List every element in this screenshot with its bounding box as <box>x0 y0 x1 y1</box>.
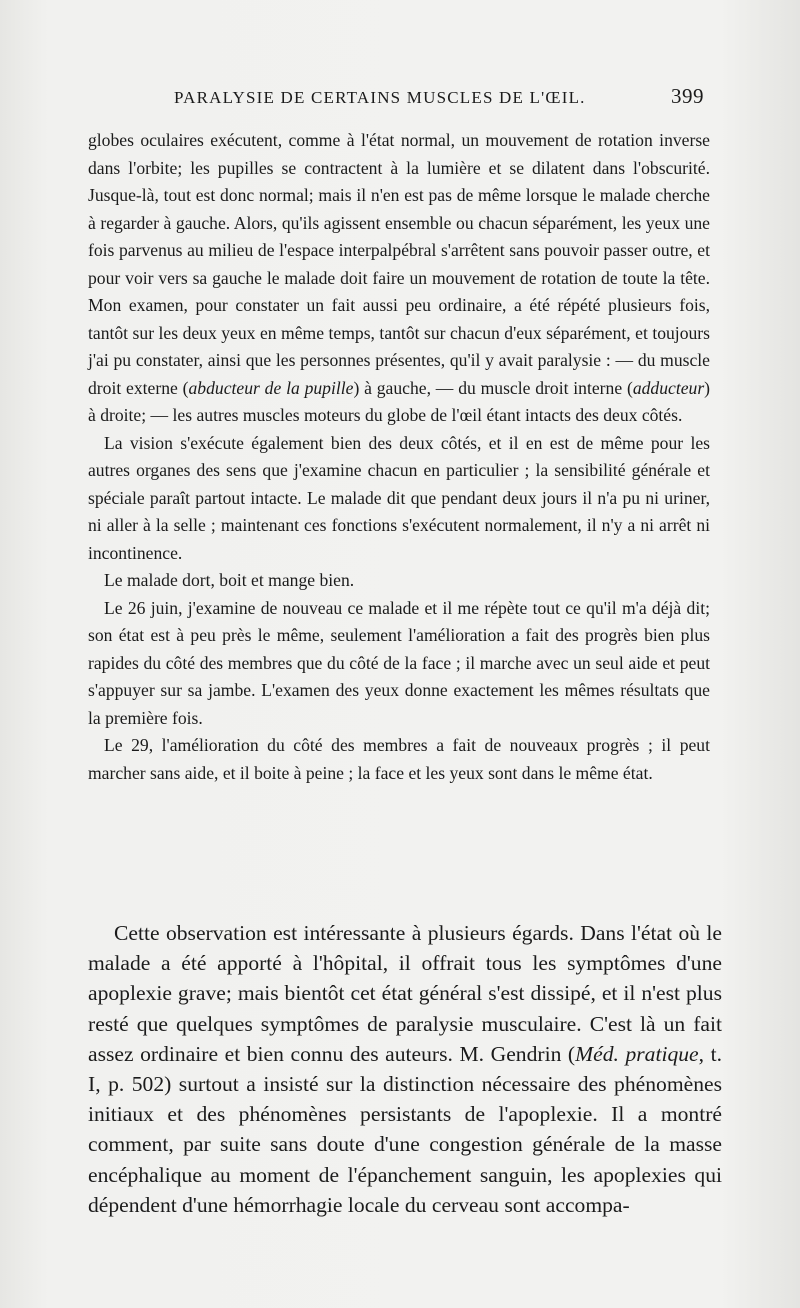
paragraph-june-26: Le 26 juin, j'examine de nouveau ce malade et il me répète tout ce qu'il m'a déjà dit; son état est à peu près le même, seulement l'amélioration a fait des progrès bien plus rapides du côté des membres que du côté de la face ; il marche avec un seul aide et peut s'appuyer sur sa jambe. L'examen des yeux donne exactement les mêmes résultats que la première fois. <box>88 597 710 728</box>
text-span: ) à droite; — les autres muscles moteurs du globe de l'œil étant intacts des deux côtés. <box>88 377 711 425</box>
paragraph-eye-exam <box>88 127 710 430</box>
page-header <box>174 84 704 114</box>
running-title: PARALYSIE DE CERTAINS MUSCLES DE L'ŒIL. <box>174 88 586 107</box>
italic-term: adducteur <box>632 377 705 398</box>
text-span: globes oculaires exécutent, comme à l'état normal, un mouvement de rotation inverse dans l'orbite; les pupilles se contractent à la lumière et se dilatent dans l'obscurité. Jusque-là, tout est donc normal; mais il n'en est pas de même lorsque le malade cherche à regarder à gauche. Alors, qu'ils agissent ensemble ou chacun séparément, les yeux une fois parvenus au milieu de l'espace interpalpébral s'arrêtent sans pouvoir passer outre, et pour voir vers sa gauche le malade doit faire un mouvement de rotation de toute la tête. Mon examen, pour constater un fait aussi peu ordinaire, a été répété plusieurs fois, tantôt sur les deux yeux en même temps, tantôt sur chacun d'eux séparément, et toujours j'ai pu constater, ainsi que les personnes présentes, qu'il y avait paralysie : — du muscle droit externe ( <box>88 130 710 398</box>
paragraph-commentary <box>88 918 722 1220</box>
text-span: ) à gauche, — du muscle droit interne ( <box>353 377 633 398</box>
commentary-text <box>88 918 722 1220</box>
page-number: 399 <box>671 84 704 108</box>
paragraph-vision: La vision s'exécute également bien des deux côtés, et il en est de même pour les autres organes des sens que j'examine chacun en particulier ; la sensibilité générale et spéciale paraît partout intacte. Le malade dit que pendant deux jours il n'a pu ni uriner, ni aller à la selle ; maintenant ces fonctions s'exécutent normalement, il n'y a ni arrêt ni incontinence. <box>88 432 710 563</box>
observation-text <box>88 127 710 787</box>
paragraph-sleep: Le malade dort, boit et mange bien. <box>104 570 355 590</box>
italic-term: abducteur de la pupille <box>188 377 354 398</box>
paragraph-june-29: Le 29, l'amélioration du côté des membres a fait de nouveaux progrès ; il peut marcher sans aide, et il boite à peine ; la face et les yeux sont dans le même état. <box>88 735 710 783</box>
text-span: Cette observation est intéressante à plusieurs égards. Dans l'état où le malade a été apporté à l'hôpital, il offrait tous les symptômes d'une apoplexie grave; mais bientôt cet état général s'est dissipé, et il n'est plus resté que quelques symptômes de paralysie musculaire. C'est là un fait assez ordinaire et bien connu des auteurs. M. Gendrin ( <box>88 921 722 1066</box>
italic-citation: Méd. pratique <box>575 1041 699 1066</box>
text-span: , t. I, p. 502) surtout a insisté sur la distinction nécessaire des phénomènes initiaux et des phénomènes persistants de l'apoplexie. Il a montré comment, par suite sans doute d'une congestion générale de la masse encéphalique au moment de l'épanchement sanguin, les apoplexies qui dépendent d'une hémorrhagie locale du cerveau sont accompa- <box>88 1041 722 1217</box>
